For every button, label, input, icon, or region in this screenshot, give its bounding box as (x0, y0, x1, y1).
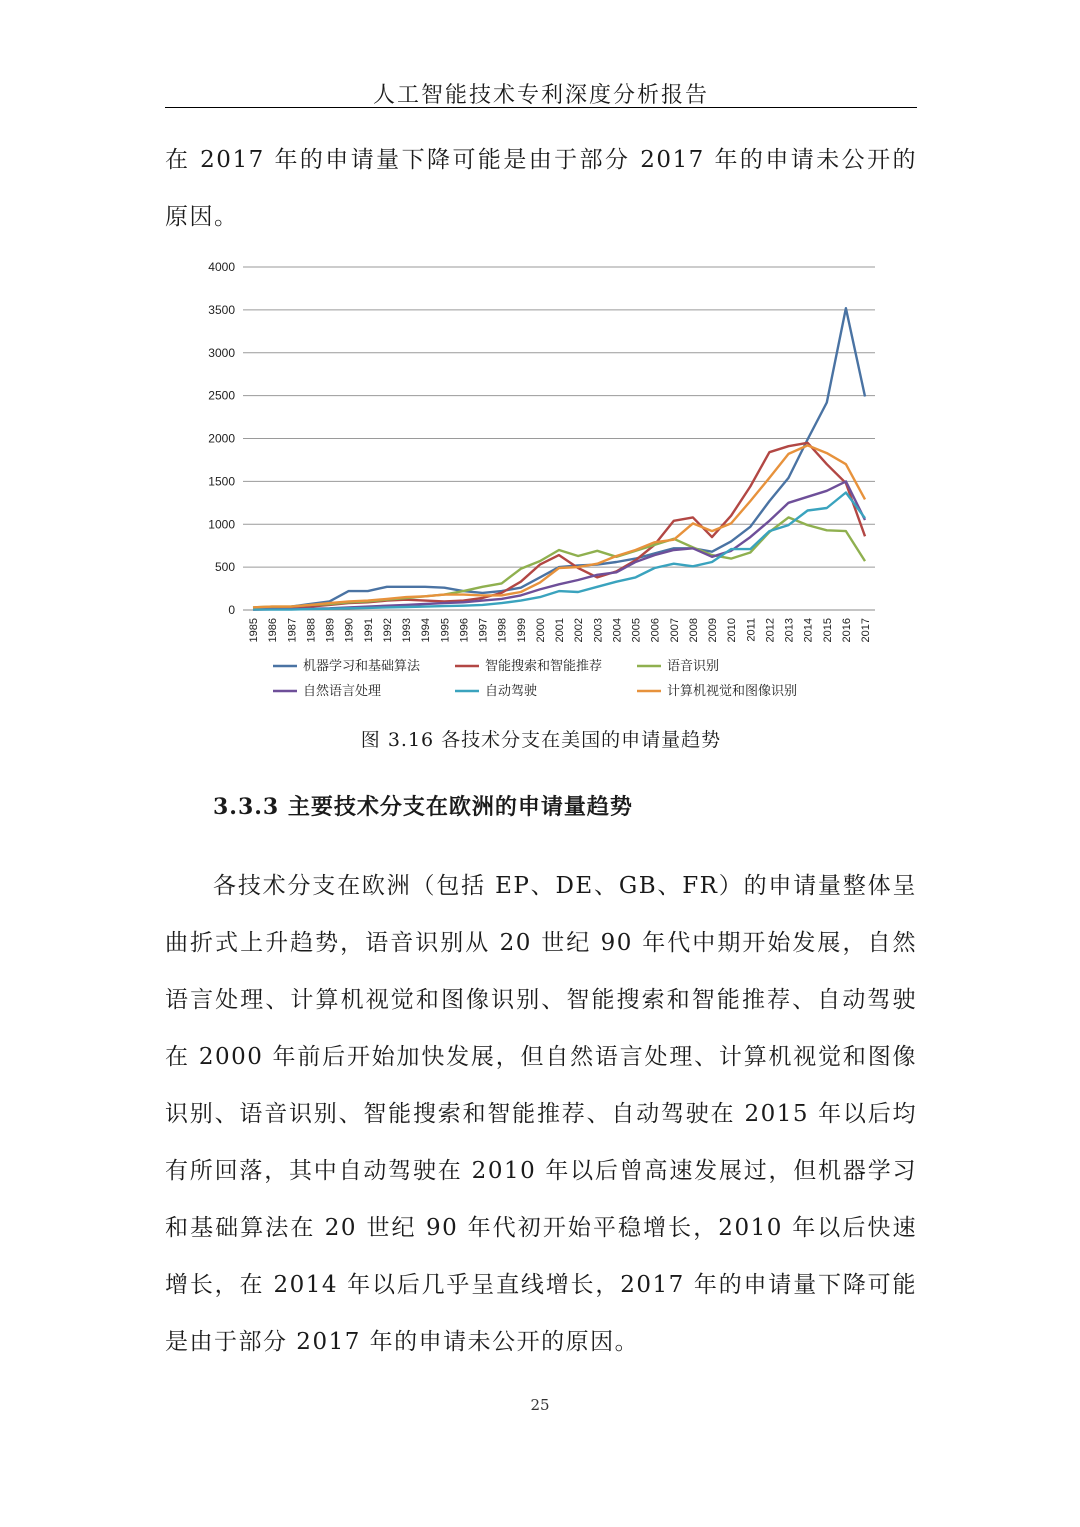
line-chart (185, 250, 905, 720)
x-tick-label: 1993 (401, 618, 413, 643)
x-tick-label: 1986 (267, 618, 280, 643)
page-number: 25 (530, 1396, 550, 1414)
x-tick-label: 2006 (649, 618, 662, 643)
x-tick-label: 2011 (745, 618, 758, 642)
x-tick-label: 1992 (381, 618, 394, 643)
section-title: 3.3.3 主要技术分支在欧洲的申请量趋势 (213, 794, 633, 820)
figure-caption: 图 3.16 各技术分支在美国的申请量趋势 (360, 729, 722, 751)
x-tick-label: 2012 (764, 618, 777, 643)
y-tick-label: 3000 (208, 345, 235, 360)
legend-label: 自然语言处理 (303, 683, 382, 698)
x-tick-label: 1988 (305, 618, 318, 643)
x-tick-label: 2004 (611, 618, 624, 643)
x-tick-label: 1987 (286, 618, 299, 643)
header-rule (165, 107, 917, 108)
x-tick-label: 2015 (821, 618, 834, 643)
x-tick-label: 2016 (840, 618, 853, 643)
x-tick-label: 1990 (343, 618, 356, 643)
x-tick-label: 2009 (707, 618, 719, 643)
x-tick-label: 2010 (726, 618, 739, 643)
x-tick-label: 1991 (362, 618, 375, 643)
legend-label: 机器学习和基础算法 (303, 658, 421, 673)
x-tick-label: 1996 (458, 618, 471, 643)
legend-label: 计算机视觉和图像识别 (667, 683, 798, 698)
x-tick-label: 1994 (420, 618, 433, 643)
x-tick-label: 2003 (592, 618, 605, 643)
x-tick-label: 2007 (668, 618, 681, 643)
x-tick-label: 1989 (324, 618, 337, 643)
x-tick-label: 2001 (554, 618, 566, 643)
y-tick-label: 3500 (208, 302, 235, 317)
section-paragraph: 各技术分支在欧洲（包括 EP、DE、GB、FR）的申请量整体呈曲折式上升趋势，语音识别从 20 世纪 90 年代中期开始发展，自然语言处理、计算机视觉和图像识别、智能搜索和智能推荐、自动驾驶在 2000 年前后开始加快发展，但自然语言处理、计算机视觉和图像识别、语音识别、智能搜索和智能推荐、自动驾驶在 2015 年以后均有所回落，其中自动驾驶在 2010 年以后曾高速发展过，但机器学习和基础算法在 20 世纪 90 年代初开始平稳增长，2010 年以后快速增长，在 2014 年以后几乎呈直线增长，2017 年的申请量下降可能是由于部分 2017 年的申请未公开的原因。 (165, 873, 917, 1355)
legend-label: 智能搜索和智能推荐 (485, 658, 603, 673)
y-tick-label: 2000 (208, 431, 235, 446)
x-tick-label: 2002 (573, 618, 586, 643)
y-tick-label: 1000 (208, 517, 235, 532)
x-tick-label: 2017 (860, 618, 872, 643)
x-tick-label: 2005 (630, 618, 643, 643)
x-tick-label: 1995 (439, 618, 452, 643)
x-tick-label: 2008 (687, 618, 700, 643)
x-tick-label: 2000 (534, 618, 547, 643)
y-tick-label: 1500 (208, 474, 235, 489)
x-tick-label: 1997 (477, 618, 490, 643)
intro-paragraph: 在 2017 年的申请量下降可能是由于部分 2017 年的申请未公开的原因。 (165, 147, 917, 230)
chart-svg (185, 250, 905, 720)
x-tick-label: 1998 (496, 618, 509, 643)
page-header: 人工智能技术专利深度分析报告 (372, 83, 709, 108)
y-tick-label: 2500 (208, 388, 235, 403)
x-tick-label: 2013 (783, 618, 796, 643)
y-tick-label: 0 (228, 603, 235, 617)
x-tick-label: 1999 (515, 618, 528, 643)
x-tick-label: 1985 (248, 618, 260, 643)
x-tick-label: 2014 (802, 618, 815, 643)
y-tick-label: 500 (214, 560, 235, 575)
legend-label: 语音识别 (667, 658, 720, 673)
y-tick-label: 4000 (208, 260, 235, 274)
legend-label: 自动驾驶 (485, 683, 538, 698)
